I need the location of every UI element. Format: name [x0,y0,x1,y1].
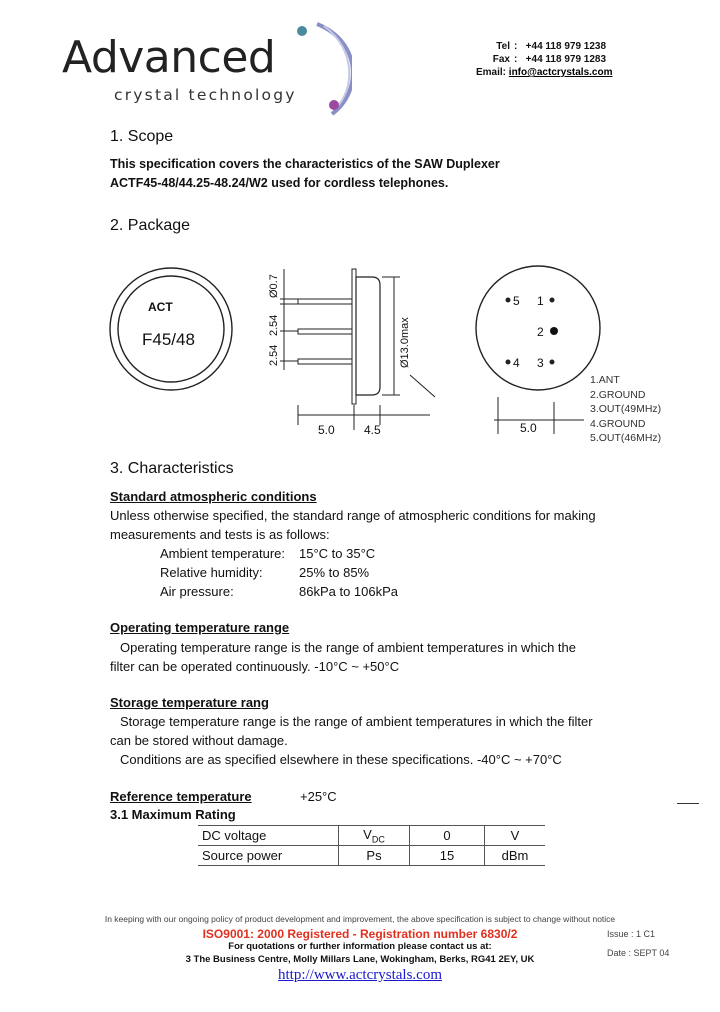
operating-temp-heading: Operating temperature range [110,620,290,635]
rating-row [198,846,545,866]
package-heading: 2. Package [110,217,191,234]
rating-symbol: $V_{DC}$ [339,826,410,846]
fax-label: Fax [492,54,510,65]
footer-quotations: For quotations or further information please contact us at: [228,941,492,952]
dim-lead-length: 5.0 [318,423,335,437]
storage-line-1: Storage temperature range is the range of ambient temperatures in which the filter [120,714,593,729]
pin-function-item: 5.OUT(46MHz) [590,432,662,444]
scope-line-2: ACTF45-48/44.25-48.24/W2 used for cordless telephones. [110,176,449,190]
rating-value: 0 [410,826,485,846]
logo-tagline: crystal technology [114,86,297,104]
pin-function-item: 1.ANT [590,374,620,386]
footer-address: 3 The Business Centre, Molly Millars Lane, Wokingham, Berks, RG41 2EY, UK [185,954,535,965]
pin-3-label: 3 [537,356,544,370]
email-row [476,66,676,79]
condition-value: 15°C to 35°C [299,546,376,561]
company-logo [62,22,352,122]
rating-param: DC voltage [198,826,339,846]
marking-act: ACT [148,300,173,314]
contact-block [476,40,676,79]
footer-website-link[interactable]: http://www.actcrystals.com [278,967,442,983]
pin-function-item: 3.OUT(49MHz) [590,403,662,415]
condition-name: Ambient temperature: [160,546,286,561]
condition-value: 25% to 85% [299,565,370,580]
rating-symbol: Ps [339,846,410,866]
max-rating-table [198,825,545,866]
margin-mark [677,803,699,804]
condition-row [160,544,398,563]
conditions-table [160,544,398,601]
storage-temp-heading: Storage temperature rang [110,695,269,710]
footer-iso: ISO9001: 2000 Registered - Registration number 6830/2 [202,927,518,941]
package-top-view [108,266,234,392]
dim-pitch-1: 2.54 [268,314,280,336]
tel-value: +44 118 979 1238 [525,41,607,52]
rating-param: Source power [198,846,339,866]
characteristics-heading: 3. Characteristics [110,460,234,477]
storage-line-2: can be stored without damage. [110,733,288,748]
condition-row [160,563,398,582]
rating-unit: V [485,826,546,846]
condition-row [160,582,398,601]
dim-body-diameter: Ø13.0max [399,317,411,368]
tel-label: Tel [496,41,510,52]
dim-pitch-2: 2.54 [268,344,280,366]
condition-name: Relative humidity: [160,565,263,580]
reference-temp-heading: Reference temperature [110,789,252,804]
rating-unit: dBm [485,846,546,866]
dim-bottom-width: 5.0 [520,421,537,435]
pin-function-item: 2.GROUND [590,388,646,401]
std-line-1: Unless otherwise specified, the standard range of atmospheric conditions for making [110,508,596,523]
pin-1-label: 1 [537,294,544,308]
pin-4-label: 4 [513,356,520,370]
pin-function-item: 4.GROUND [590,417,646,430]
footer-policy: In keeping with our ongoing policy of product development and improvement, the above specification is subject to change without notice [104,914,616,924]
operating-line-2: filter can be operated continuously. -10°C ~ +50°C [110,659,400,674]
marking-part: F45/48 [142,330,195,349]
scope-line-1: This specification covers the characteristics of the SAW Duplexer [110,157,500,171]
email-label: Email: [476,67,507,78]
rating-row [198,826,545,846]
std-conditions-heading: Standard atmospheric conditions [110,489,317,504]
fax-row: Fax : +44 118 979 1283 [476,53,676,66]
email-link[interactable]: info@actcrystals.com [508,67,613,78]
dim-body-length: 4.5 [364,423,381,437]
fax-value: +44 118 979 1283 [525,54,607,65]
issue-label: Issue : 1 C1 [607,929,656,939]
tel-row: Tel : +44 118 979 1238 [476,40,676,53]
date-label: Date : SEPT 04 [607,948,670,958]
logo-wordmark: Advanced [62,32,276,83]
max-rating-heading: 3.1 Maximum Rating [110,807,236,822]
std-line-2: measurements and tests is as follows: [110,527,330,542]
scope-heading: 1. Scope [110,128,174,145]
package-side-view [270,255,440,435]
pin-function-list [590,373,661,446]
condition-value: 86kPa to 106kPa [299,584,399,599]
pin-5-label: 5 [513,294,520,308]
dim-pin-diameter: Ø0.7 [268,274,280,298]
pin-2-label: 2 [537,325,544,339]
operating-line-1: Operating temperature range is the range of ambient temperatures in which the [120,640,576,655]
condition-name: Air pressure: [160,584,234,599]
reference-temp-value: +25°C [300,789,337,804]
rating-value: 15 [410,846,485,866]
storage-line-3: Conditions are as specified elsewhere in these specifications. -40°C ~ +70°C [120,752,562,767]
